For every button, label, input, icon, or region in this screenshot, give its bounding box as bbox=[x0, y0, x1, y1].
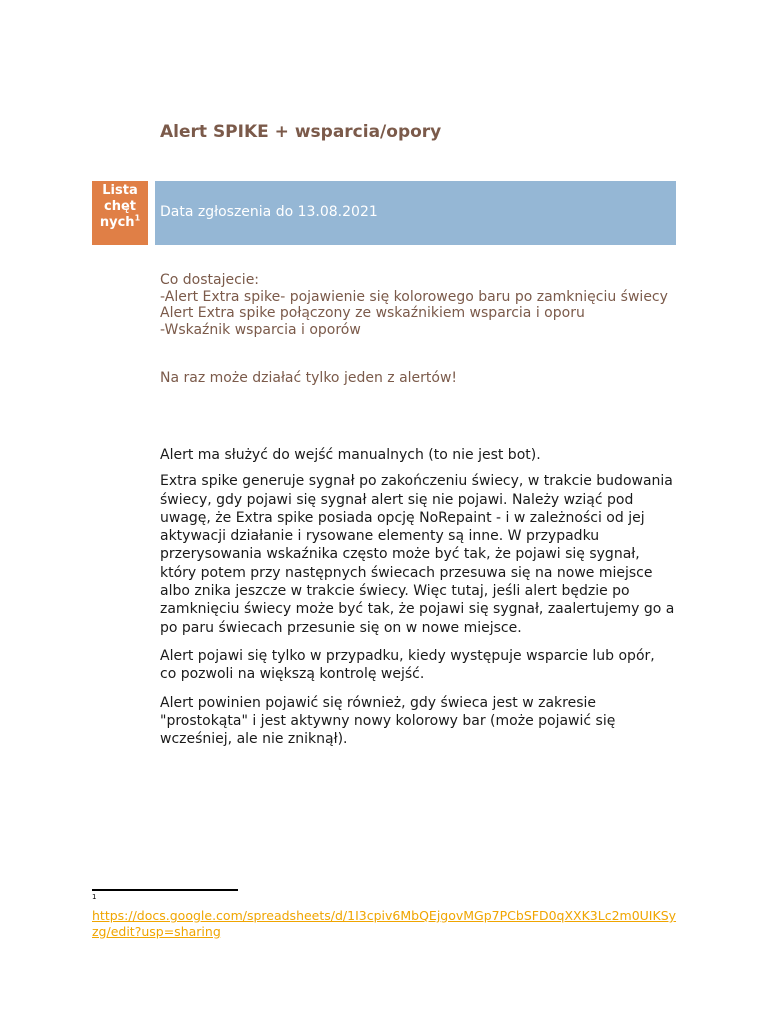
submission-date: Data zgłoszenia do 13.08.2021 bbox=[160, 204, 378, 220]
footnote-number: 1 bbox=[92, 893, 97, 901]
feature-item: -Alert Extra spike- pojawienie się kolorowego baru po zamknięciu świecy bbox=[160, 288, 668, 305]
feature-item: Alert Extra spike połączony ze wskaźnikiem wsparcia i oporu bbox=[160, 305, 585, 321]
signup-list-badge bbox=[92, 181, 148, 245]
footnote-reference[interactable]: 1 bbox=[134, 213, 141, 223]
description-body bbox=[160, 446, 675, 758]
badge-line-1: Lista bbox=[102, 183, 138, 198]
features-intro: Co dostajecie: bbox=[160, 272, 260, 288]
date-banner bbox=[155, 181, 676, 245]
paragraph: Alert ma służyć do wejść manualnych (to nie jest bot). bbox=[160, 447, 541, 463]
paragraph: Extra spike generuje sygnał po zakończeniu świecy, w trakcie budowania świecy, gdy pojawi się sygnał alert się nie pojawi. Należy wziąć pod uwagę, że Extra spike posiada opcję NoRepaint - i w zależności od jej aktywacji działanie i rysowane elementy są inne. W przypadku przerysowania wskaźnika często może być tak, że pojawi się sygnał, który potem przy następnych świecach przesuwa się na nowe miejsce albo znika jeszcze w trakcie świecy. Więc tutaj, jeśli alert będzie po zamknięciu świecy może być tak, że pojawi się sygnał, zaalertujemy go a po paru świecach przesunie się on w nowe miejsce. bbox=[160, 473, 675, 636]
paragraph: Alert powinien pojawić się również, gdy świeca jest w zakresie "prostokąta" i jest aktywny nowy kolorowy bar (może pojawić się wcześniej, ale nie zniknął). bbox=[160, 694, 616, 748]
warning-text: Na raz może działać tylko jeden z alertów! bbox=[160, 370, 458, 386]
paragraph: Alert pojawi się tylko w przypadku, kiedy występuje wsparcie lub opór, co pozwoli na większą kontrolę wejść. bbox=[160, 647, 655, 683]
page-title: Alert SPIKE + wsparcia/opory bbox=[160, 122, 442, 142]
feature-item: -Wskaźnik wsparcia i oporów bbox=[160, 321, 361, 338]
footnote-divider bbox=[92, 889, 238, 891]
spreadsheet-link[interactable]: https://docs.google.com/spreadsheets/d/1I3cpiv6MbQEjgovMGp7PCbSFD0qXXK3Lc2m0UIKSyzg/edit?usp=sharing bbox=[92, 908, 677, 939]
badge-line-3 bbox=[92, 215, 148, 231]
badge-line-3-text: nych bbox=[99, 215, 135, 230]
badge-line-2: chęt bbox=[104, 199, 136, 214]
features-list bbox=[160, 272, 680, 338]
